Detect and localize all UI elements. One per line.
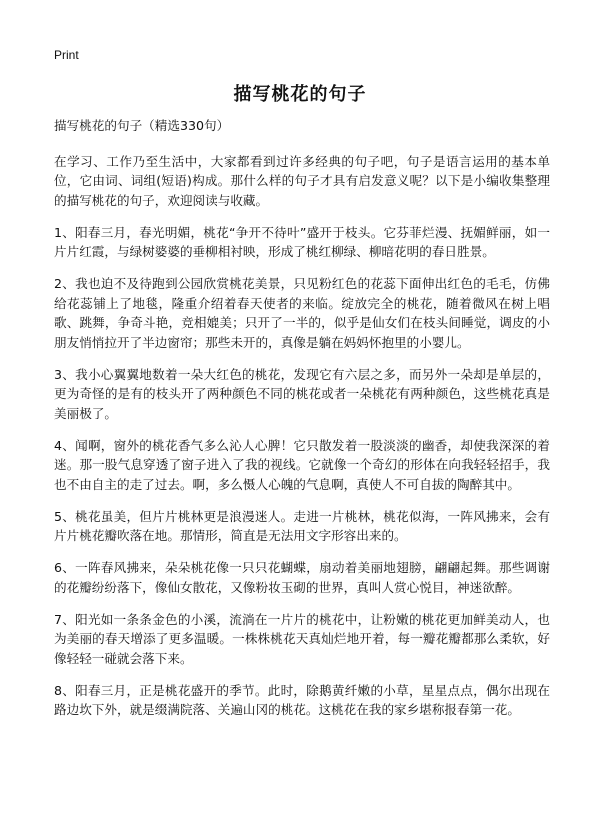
- page-title: 描写桃花的句子: [233, 84, 367, 105]
- document-body: [54, 116, 550, 732]
- sentence-paragraph-5: 5、桃花虽美，但片片桃林更是浪漫迷人。走进一片桃林，桃花似海，一阵风拂来，会有片片桃花瓣吹落在地。那情形，简直是无法用文字形容出来的。: [54, 508, 550, 543]
- intro-paragraph: 在学习、工作乃至生活中，大家都看到过许多经典的句子吧，句子是语言运用的基本单位，它由词、词组(短语)构成。那什么样的句子才具有启发意义呢？以下是小编收集整理的描写桃花的句子，欢迎阅读与收藏。: [54, 153, 550, 208]
- print-link[interactable]: Print: [54, 48, 79, 62]
- sentence-paragraph-1: 1、阳春三月，春光明媚，桃花“争开不待叶”盛开于枝头。它芬菲烂漫、抚媚鲜丽，如一片片红霞，与绿树婆婆的垂柳相衬映，形成了桃红柳绿、柳暗花明的春日胜景。: [54, 224, 550, 259]
- sentence-paragraph-4: 4、闻啊，窗外的桃花香气多么沁人心脾！它只散发着一股淡淡的幽香，却使我深深的着迷。那一股气息穿透了窗子进入了我的视线。它就像一个奇幻的形体在向我轻轻招手，我也不由自主的走了过去。啊，多么慑人心魄的气息啊，真使人不可自拔的陶醉其中。: [54, 437, 550, 492]
- document-subtitle: 描写桃花的句子（精选330句）: [54, 118, 230, 133]
- sentence-paragraph-6: 6、一阵春风拂来，朵朵桃花像一只只花蝴蝶，扇动着美丽地翅膀，翩翩起舞。那些调谢的花瓣纷纷落下，像仙女散花，又像粉妆玉砌的世界，真叫人赏心悦目，神迷欲醉。: [54, 560, 550, 595]
- sentence-paragraph-2: 2、我也迫不及待跑到公园欣赏桃花美景，只见粉红色的花蕊下面伸出红色的毛毛，仿佛给花蕊铺上了地毯，隆重介绍着春天使者的来临。绽放完全的桃花，随着微风在树上唱歌、跳舞，争奇斗艳，竞相媲美；只开了一半的，似乎是仙女们在枝头间睡觉，调皮的小朋友悄悄拉开了半边窗帘；那些未开的，真像是躺在妈妈怀抱里的小婴儿。: [54, 276, 550, 350]
- sentence-paragraph-8: 8、阳春三月，正是桃花盛开的季节。此时，除鹅黄纤嫩的小草，星星点点，偶尔出现在路边坎下外，就是缀满院落、关遍山冈的桃花。这桃花在我的家乡堪称报春第一花。: [54, 682, 550, 717]
- sentence-paragraph-3: 3、我小心翼翼地数着一朵大红色的桃花，发现它有六层之多，而另外一朵却是单层的，更为奇怪的是有的枝头开了两种颜色不同的桃花或者一朵桃花有两种颜色，这些桃花真是美丽极了。: [54, 366, 550, 421]
- sentence-paragraph-7: 7、阳光如一条条金色的小溪，流淌在一片片的桃花中，让粉嫩的桃花更加鲜美动人，也为美丽的春天增添了更多温暖。一株株桃花天真灿烂地开着，每一瓣花瓣都那么柔软，好像轻轻一碰就会落下来。: [54, 611, 550, 666]
